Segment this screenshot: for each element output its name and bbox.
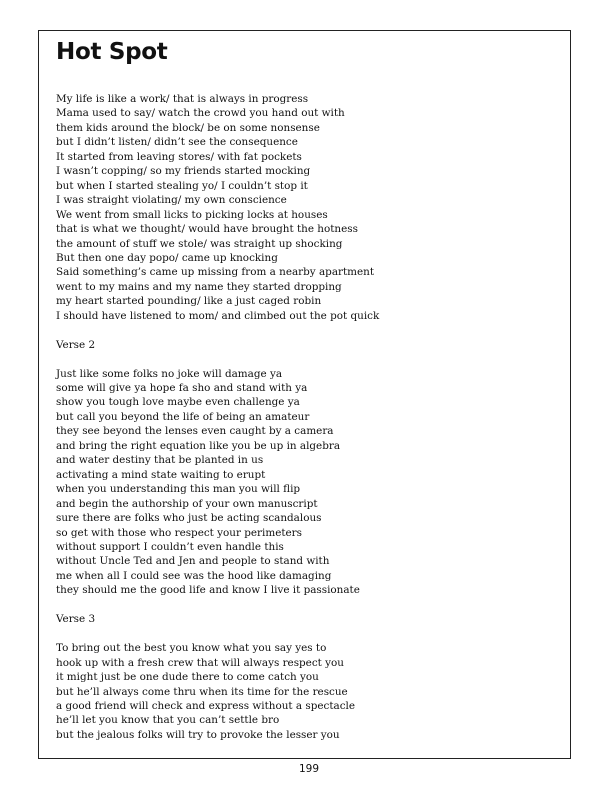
poem-line: Just like some folks no joke will damage ya xyxy=(56,367,283,380)
poem-line: my heart started pounding/ like a just caged robin xyxy=(56,295,322,308)
poem-line: without Uncle Ted and Jen and people to stand with xyxy=(56,555,330,568)
poem-line: activating a mind state waiting to erupt xyxy=(56,468,266,481)
poem-line: them kids around the block/ be on some nonsense xyxy=(56,121,320,134)
poem-line: show you tough love maybe even challenge ya xyxy=(56,396,300,409)
poem-line: some will give ya hope fa sho and stand with ya xyxy=(56,382,308,395)
poem-line: but when I started stealing yo/ I couldn’t stop it xyxy=(56,179,308,192)
poem-line: the amount of stuff we stole/ was straight up shocking xyxy=(56,237,343,250)
poem-line: when you understanding this man you will flip xyxy=(56,483,301,496)
poem-line: and begin the authorship of your own manuscript xyxy=(56,497,318,510)
stanza-2 xyxy=(56,367,556,598)
poem-line: Said something’s came up missing from a nearby apartment xyxy=(56,266,375,279)
poem-title: Hot Spot xyxy=(56,39,168,65)
stanza-gap xyxy=(56,627,556,641)
poem-line: me when all I could see was the hood like damaging xyxy=(56,569,332,582)
poem-line: We went from small licks to picking locks at houses xyxy=(56,208,328,221)
poem-line: sure there are folks who just be acting scandalous xyxy=(56,512,322,525)
poem-line: hook up with a fresh crew that will always respect you xyxy=(56,656,344,669)
poem-line: I should have listened to mom/ and climbed out the pot quick xyxy=(56,309,380,322)
poem-line: but call you beyond the life of being an amateur xyxy=(56,410,310,423)
poem-line: without support I couldn’t even handle this xyxy=(56,541,284,554)
poem-line: but the jealous folks will try to provoke the lesser you xyxy=(56,728,340,741)
poem-line: But then one day popo/ came up knocking xyxy=(56,251,278,264)
poem-line: it might just be one dude there to come catch you xyxy=(56,671,319,684)
poem-line: they should me the good life and know I live it passionate xyxy=(56,584,360,597)
verse-2-heading: Verse 2 xyxy=(56,338,96,351)
stanza-gap xyxy=(56,323,556,337)
page-number: 199 xyxy=(298,763,320,775)
poem-line: but he’ll always come thru when its time for the rescue xyxy=(56,685,348,698)
poem-line: It started from leaving stores/ with fat pockets xyxy=(56,150,302,163)
poem-line: so get with those who respect your perimeters xyxy=(56,526,302,539)
stanza-gap xyxy=(56,352,556,366)
poem-line: and water destiny that be planted in us xyxy=(56,454,264,467)
stanza-gap xyxy=(56,598,556,612)
poem-line: but I didn’t listen/ didn’t see the consequence xyxy=(56,136,298,149)
poem-line: To bring out the best you know what you say yes to xyxy=(56,642,327,655)
poem-line: I wasn’t copping/ so my friends started mocking xyxy=(56,165,311,178)
poem-line: went to my mains and my name they started dropping xyxy=(56,280,342,293)
poem-body xyxy=(56,92,556,742)
poem-line: My life is like a work/ that is always in progress xyxy=(56,93,309,105)
poem-line: I was straight violating/ my own conscience xyxy=(56,194,287,207)
poem-line: a good friend will check and express without a spectacle xyxy=(56,699,355,712)
poem-line: and bring the right equation like you be up in algebra xyxy=(56,439,341,452)
poem-line: that is what we thought/ would have brought the hotness xyxy=(56,223,358,236)
stanza-1 xyxy=(56,92,556,323)
poem-line: he’ll let you know that you can’t settle bro xyxy=(56,714,280,727)
poem-line: Mama used to say/ watch the crowd you hand out with xyxy=(56,107,345,120)
poem-line: they see beyond the lenses even caught by a camera xyxy=(56,425,334,438)
verse-3-heading: Verse 3 xyxy=(56,613,96,626)
stanza-3 xyxy=(56,641,556,742)
